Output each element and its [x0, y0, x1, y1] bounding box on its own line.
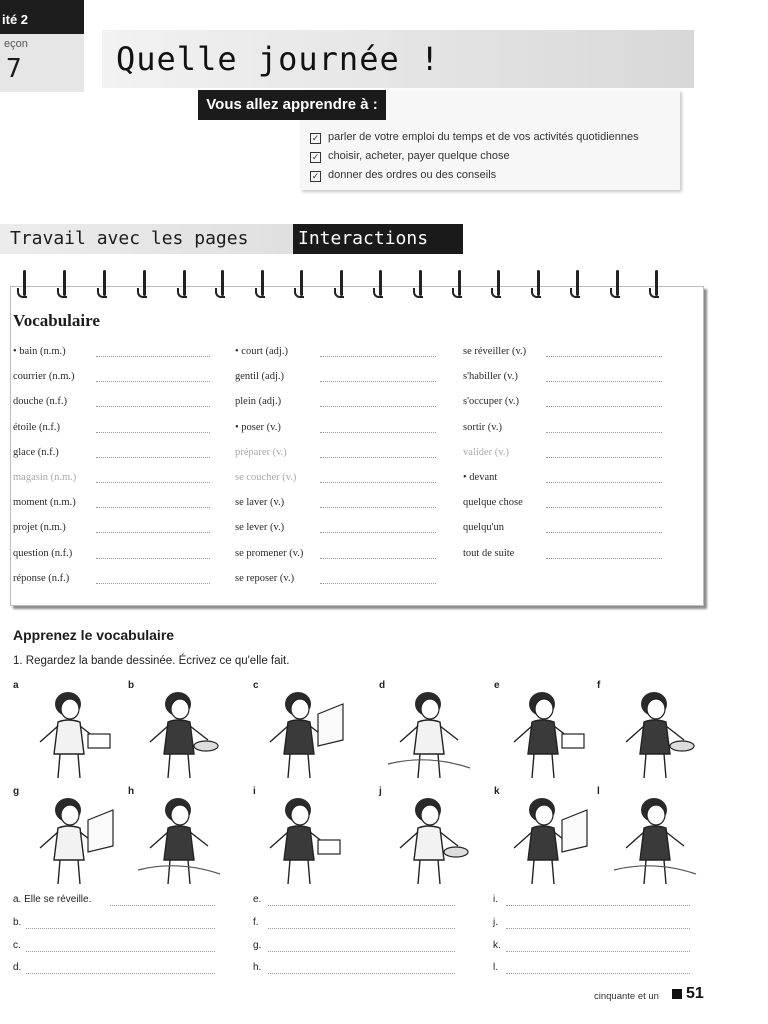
ring-hook	[17, 288, 27, 298]
answer-line	[506, 905, 690, 906]
body-shape	[54, 720, 84, 754]
ring-hook	[294, 288, 304, 298]
answer-label: c.	[13, 940, 21, 951]
ring-hook	[334, 288, 344, 298]
ring-hook	[57, 288, 67, 298]
vocab-item: quelqu'un	[463, 522, 504, 534]
body-shape	[528, 720, 558, 754]
vocab-item: se réveiller (v.)	[463, 346, 527, 357]
vocab-item: glace (n.f.)	[13, 446, 59, 458]
spiral-ring	[297, 270, 306, 300]
vocab-answer-line	[96, 507, 210, 508]
comic-panel	[378, 684, 478, 780]
answer-line	[268, 973, 455, 974]
vocab-answer-line	[96, 482, 210, 483]
body-shape	[284, 720, 314, 754]
answer-label: d.	[13, 962, 22, 973]
vocab-answer-line	[546, 532, 662, 533]
vocab-answer-line	[320, 532, 436, 533]
legs-stroke	[168, 860, 190, 884]
answer-label: e.	[253, 894, 262, 905]
spiral-ring	[100, 270, 109, 300]
legs-stroke	[58, 754, 80, 778]
panel-letter: g	[13, 786, 20, 797]
page-title: Quelle journée !	[116, 40, 441, 78]
answer-label: f.	[253, 917, 259, 928]
unit-label: ité 2	[2, 12, 29, 27]
spiral-ring	[573, 270, 582, 300]
vocab-item: quelque chose	[463, 497, 523, 509]
panel-letter: f	[597, 680, 601, 691]
ring-hook	[531, 288, 541, 298]
comic-illustration	[492, 684, 592, 780]
vocab-item: • devant	[463, 472, 498, 483]
checkbox-icon: ✓	[311, 152, 320, 162]
lesson-number: 7	[6, 54, 22, 84]
spiral-ring	[534, 270, 543, 300]
comic-panel	[248, 684, 348, 780]
face-shape	[647, 699, 665, 719]
face-shape	[291, 699, 309, 719]
exercise-title: Apprenez le vocabulaire	[13, 627, 175, 643]
answer-line	[268, 905, 455, 906]
vocab-answer-line	[96, 356, 210, 357]
body-shape	[284, 826, 314, 860]
vocab-answer-line	[546, 356, 662, 357]
vocab-answer-line	[96, 558, 210, 559]
exercise-instruction: 1. Regardez la bande dessinée. Écrivez ce qu'elle fait.	[13, 655, 290, 667]
comic-panel	[604, 790, 704, 886]
spiral-ring	[613, 270, 622, 300]
comic-illustration	[378, 790, 478, 886]
panel-letter: j	[379, 786, 382, 797]
body-shape	[640, 720, 670, 754]
vocab-answer-line	[546, 406, 662, 407]
face-shape	[291, 805, 309, 825]
prop-shape	[562, 810, 587, 852]
spiral-ring	[416, 270, 425, 300]
spiral-ring	[258, 270, 267, 300]
vocab-answer-line	[320, 482, 436, 483]
body-shape	[164, 826, 194, 860]
vocab-item: tout de suite	[463, 547, 515, 559]
vocab-answer-line	[546, 432, 662, 433]
body-shape	[164, 720, 194, 754]
vocab-answer-line	[320, 356, 436, 357]
comic-panel	[248, 790, 348, 886]
comic-panel	[492, 790, 592, 886]
comic-illustration	[248, 790, 348, 886]
ring-hook	[491, 288, 501, 298]
vocabulary-title: Vocabulaire	[13, 311, 100, 330]
vocab-item: question (n.f.)	[13, 547, 73, 559]
vocab-item: se coucher (v.)	[235, 472, 297, 483]
vocab-item: valider (v.)	[463, 446, 509, 458]
legs-stroke	[644, 754, 666, 778]
comic-illustration	[128, 790, 228, 886]
prop-shape	[444, 847, 468, 857]
spiral-ring	[20, 270, 29, 300]
answer-label: b.	[13, 917, 22, 928]
ring-hook	[649, 288, 659, 298]
face-shape	[61, 699, 79, 719]
panel-letter: e	[494, 680, 500, 691]
legs-stroke	[288, 754, 310, 778]
face-shape	[647, 805, 665, 825]
comic-panel	[18, 790, 118, 886]
body-shape	[640, 826, 670, 860]
face-shape	[421, 805, 439, 825]
vocab-item: s'habiller (v.)	[463, 371, 518, 383]
answer-line	[110, 905, 215, 906]
vocab-item: se reposer (v.)	[235, 572, 295, 584]
vocab-answer-line	[96, 532, 210, 533]
page-number: 51	[686, 985, 704, 1002]
vocab-item: s'occuper (v.)	[463, 396, 520, 408]
panel-letter: l	[597, 786, 600, 797]
checkbox-icon: ✓	[311, 133, 320, 143]
face-shape	[171, 805, 189, 825]
body-shape	[528, 826, 558, 860]
vocab-item: projet (n.m.)	[13, 522, 66, 534]
answer-line	[268, 928, 455, 929]
footer-text: cinquante et un	[594, 991, 659, 1002]
comic-illustration	[128, 684, 228, 780]
vocab-item: préparer (v.)	[235, 446, 287, 458]
vocab-item: sortir (v.)	[463, 421, 502, 433]
vocab-answer-line	[546, 482, 662, 483]
vocab-answer-line	[320, 406, 436, 407]
comic-panel	[492, 684, 592, 780]
vocab-answer-line	[96, 583, 210, 584]
prop-shape	[88, 810, 113, 852]
comic-illustration	[492, 790, 592, 886]
face-shape	[535, 805, 553, 825]
vocab-item: plein (adj.)	[235, 396, 282, 408]
spiral-ring	[218, 270, 227, 300]
vocab-answer-line	[546, 558, 662, 559]
vocab-item: magasin (n.m.)	[13, 472, 77, 483]
answer-line	[26, 951, 215, 952]
spiral-ring	[180, 270, 189, 300]
vocab-item: • bain (n.m.)	[13, 346, 66, 357]
prop-shape	[388, 760, 470, 768]
answer-label: g.	[253, 940, 262, 951]
objective-item	[310, 150, 510, 162]
lesson-word: eçon	[4, 38, 28, 50]
spiral-ring	[652, 270, 661, 300]
vocab-item: étoile (n.f.)	[13, 421, 60, 433]
ring-hook	[255, 288, 265, 298]
face-shape	[535, 699, 553, 719]
vocab-answer-line	[320, 507, 436, 508]
panel-letter: a	[13, 680, 19, 691]
comic-illustration	[604, 790, 704, 886]
vocab-item: courrier (n.m.)	[13, 371, 75, 383]
vocab-item: gentil (adj.)	[235, 371, 284, 383]
section-heading-suffix: Interactions	[298, 228, 429, 249]
panel-letter: i	[253, 786, 256, 797]
panel-letter: c	[253, 680, 259, 691]
legs-stroke	[418, 860, 440, 884]
objectives-heading: Vous allez apprendre à :	[198, 90, 386, 120]
answer-label: a. Elle se réveille.	[13, 894, 92, 905]
comic-panel	[604, 684, 704, 780]
answer-line	[506, 951, 690, 952]
panel-letter: h	[128, 786, 135, 797]
ring-hook	[413, 288, 423, 298]
spiral-ring	[376, 270, 385, 300]
comic-panel	[18, 684, 118, 780]
ring-hook	[177, 288, 187, 298]
vocab-item: se lever (v.)	[235, 522, 285, 534]
vocab-answer-line	[96, 457, 210, 458]
vocab-answer-line	[320, 432, 436, 433]
answer-line	[506, 928, 690, 929]
footer-square	[672, 989, 682, 999]
prop-shape	[318, 840, 340, 854]
vocab-answer-line	[96, 406, 210, 407]
answer-line	[506, 973, 690, 974]
ring-hook	[215, 288, 225, 298]
legs-stroke	[532, 860, 554, 884]
answer-label: j.	[493, 917, 498, 928]
vocab-answer-line	[320, 457, 436, 458]
answer-line	[26, 928, 215, 929]
section-heading-prefix: Travail avec les pages	[10, 228, 249, 249]
checkbox-icon: ✓	[311, 171, 320, 181]
answer-label: k.	[493, 940, 501, 951]
comic-illustration	[378, 684, 478, 780]
comic-panel	[378, 790, 478, 886]
panel-letter: d	[379, 680, 386, 691]
vocab-answer-line	[320, 558, 436, 559]
ring-hook	[570, 288, 580, 298]
body-shape	[414, 720, 444, 754]
answer-line	[26, 973, 215, 974]
ring-hook	[452, 288, 462, 298]
vocab-item: • poser (v.)	[235, 421, 281, 433]
vocab-answer-line	[546, 507, 662, 508]
legs-stroke	[532, 754, 554, 778]
objective-text: choisir, acheter, payer quelque chose	[328, 150, 510, 162]
panel-letter: k	[494, 786, 500, 797]
ring-hook	[137, 288, 147, 298]
vocab-answer-line	[320, 381, 436, 382]
comic-illustration	[18, 684, 118, 780]
comic-panel	[128, 684, 228, 780]
spiral-ring	[455, 270, 464, 300]
answer-label: i.	[493, 894, 498, 905]
vocab-item: se laver (v.)	[235, 497, 285, 509]
spiral-ring	[337, 270, 346, 300]
answer-label: l.	[493, 962, 498, 973]
legs-stroke	[168, 754, 190, 778]
prop-shape	[88, 734, 110, 748]
vocab-item: se promener (v.)	[235, 547, 304, 559]
vocab-answer-line	[546, 457, 662, 458]
panel-letter: b	[128, 680, 135, 691]
vocab-answer-line	[546, 381, 662, 382]
spiral-ring	[60, 270, 69, 300]
vocab-answer-line	[96, 381, 210, 382]
vocab-item: douche (n.f.)	[13, 396, 67, 408]
comic-panel	[128, 790, 228, 886]
legs-stroke	[58, 860, 80, 884]
comic-illustration	[604, 684, 704, 780]
answer-line	[268, 951, 455, 952]
vocab-answer-line	[96, 432, 210, 433]
spiral-ring	[494, 270, 503, 300]
objective-item	[310, 131, 639, 143]
face-shape	[171, 699, 189, 719]
ring-hook	[97, 288, 107, 298]
comic-illustration	[248, 684, 348, 780]
objective-text: parler de votre emploi du temps et de vos activités quotidiennes	[328, 131, 639, 143]
answer-label: h.	[253, 962, 262, 973]
prop-shape	[562, 734, 584, 748]
legs-stroke	[644, 860, 666, 884]
body-shape	[414, 826, 444, 860]
vocab-item: réponse (n.f.)	[13, 572, 70, 584]
prop-shape	[670, 741, 694, 751]
vocab-item: • court (adj.)	[235, 346, 288, 357]
legs-stroke	[418, 754, 440, 778]
vocab-answer-line	[320, 583, 436, 584]
body-shape	[54, 826, 84, 860]
prop-shape	[194, 741, 218, 751]
ring-hook	[610, 288, 620, 298]
face-shape	[61, 805, 79, 825]
ring-hook	[373, 288, 383, 298]
comic-illustration	[18, 790, 118, 886]
prop-shape	[138, 866, 220, 874]
vocab-item: moment (n.m.)	[13, 497, 76, 509]
objective-item	[310, 169, 496, 181]
legs-stroke	[288, 860, 310, 884]
face-shape	[421, 699, 439, 719]
prop-shape	[614, 866, 696, 874]
spiral-ring	[140, 270, 149, 300]
prop-shape	[318, 704, 343, 746]
objective-text: donner des ordres ou des conseils	[328, 169, 497, 181]
